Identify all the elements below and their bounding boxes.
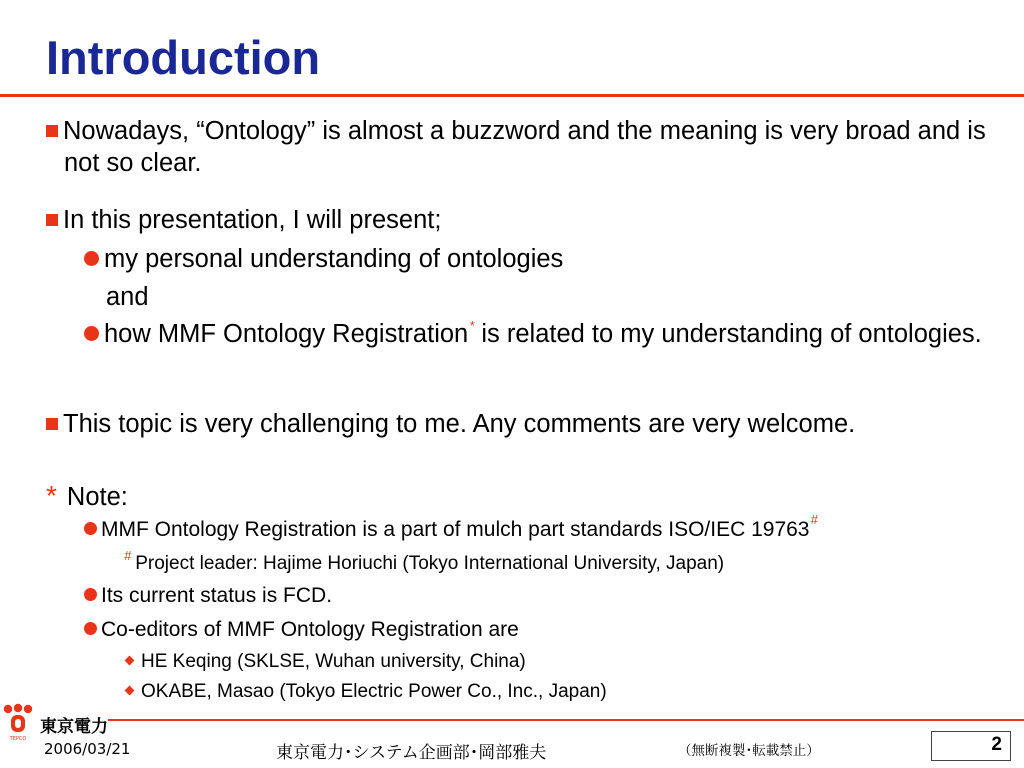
bullet-text: In this presentation, I will present; bbox=[63, 206, 442, 234]
page-number-box bbox=[931, 731, 1011, 761]
bullet-text: Nowadays, “Ontology” is almost a buzzword and the meaning is very broad and is not so clear. bbox=[63, 117, 986, 177]
bullet-buzzword bbox=[46, 116, 994, 180]
bullet-challenging bbox=[46, 409, 994, 441]
circle-bullet-icon bbox=[84, 251, 99, 266]
note-label: Note: bbox=[66, 483, 128, 511]
slide-title: Introduction bbox=[46, 31, 321, 84]
circle-bullet-icon bbox=[84, 522, 97, 535]
sub-bullet-text-post: is related to my understanding of ontologies. bbox=[474, 320, 982, 348]
hash-marker: # bbox=[810, 512, 818, 527]
logo-subtext: TEPCO bbox=[9, 736, 27, 742]
diamond-bullet-icon bbox=[125, 656, 135, 666]
note-text: Co-editors of MMF Ontology Registration are bbox=[101, 618, 519, 641]
sub-bullet-understanding bbox=[84, 244, 994, 276]
sub-bullet-mmf-relation bbox=[84, 319, 994, 351]
footnote-text: Project leader: Hajime Horiuchi (Tokyo International University, Japan) bbox=[135, 553, 725, 574]
footer-date: 2006/03/21 bbox=[44, 740, 131, 758]
asterisk-marker: * bbox=[46, 480, 57, 511]
title-divider bbox=[0, 94, 1024, 97]
square-bullet-icon bbox=[46, 214, 58, 226]
copyright-notice: （無断複製･転載禁止） bbox=[678, 743, 820, 759]
page-number: 2 bbox=[991, 734, 1002, 755]
square-bullet-icon bbox=[46, 418, 58, 430]
and-text: and bbox=[106, 283, 149, 311]
square-bullet-icon bbox=[46, 125, 58, 137]
note-iso-standard bbox=[84, 512, 994, 543]
circle-bullet-icon bbox=[84, 326, 99, 341]
sub-bullet-text-pre: how MMF Ontology Registration bbox=[104, 320, 469, 348]
asterisk-marker: * bbox=[469, 318, 475, 333]
circle-bullet-icon bbox=[84, 622, 97, 635]
tepco-logo-icon bbox=[2, 703, 34, 743]
note-status bbox=[84, 583, 994, 609]
editor-name: OKABE, Masao (Tokyo Electric Power Co., Inc., Japan) bbox=[141, 681, 607, 702]
bullet-text: This topic is very challenging to me. Any comments are very welcome. bbox=[63, 410, 856, 438]
hash-marker: # bbox=[124, 548, 132, 563]
company-logo-text: 東京電力 bbox=[40, 717, 108, 737]
footer-divider bbox=[108, 719, 1024, 721]
editor-item bbox=[124, 680, 1004, 704]
note-text: MMF Ontology Registration is a part of mulch part standards ISO/IEC 19763 bbox=[101, 518, 810, 541]
footnote-project-leader bbox=[124, 548, 1004, 576]
editor-name: HE Keqing (SKLSE, Wuhan university, China) bbox=[141, 651, 526, 672]
editor-item bbox=[124, 650, 1004, 674]
footer-organization: 東京電力･システム企画部･岡部雅夫 bbox=[276, 743, 547, 763]
circle-bullet-icon bbox=[84, 588, 97, 601]
note-heading bbox=[46, 478, 976, 514]
bullet-presentation bbox=[46, 205, 994, 237]
note-text: Its current status is FCD. bbox=[101, 584, 333, 607]
sub-bullet-text: my personal understanding of ontologies bbox=[104, 245, 564, 273]
diamond-bullet-icon bbox=[125, 686, 135, 696]
note-coeditors bbox=[84, 617, 994, 643]
